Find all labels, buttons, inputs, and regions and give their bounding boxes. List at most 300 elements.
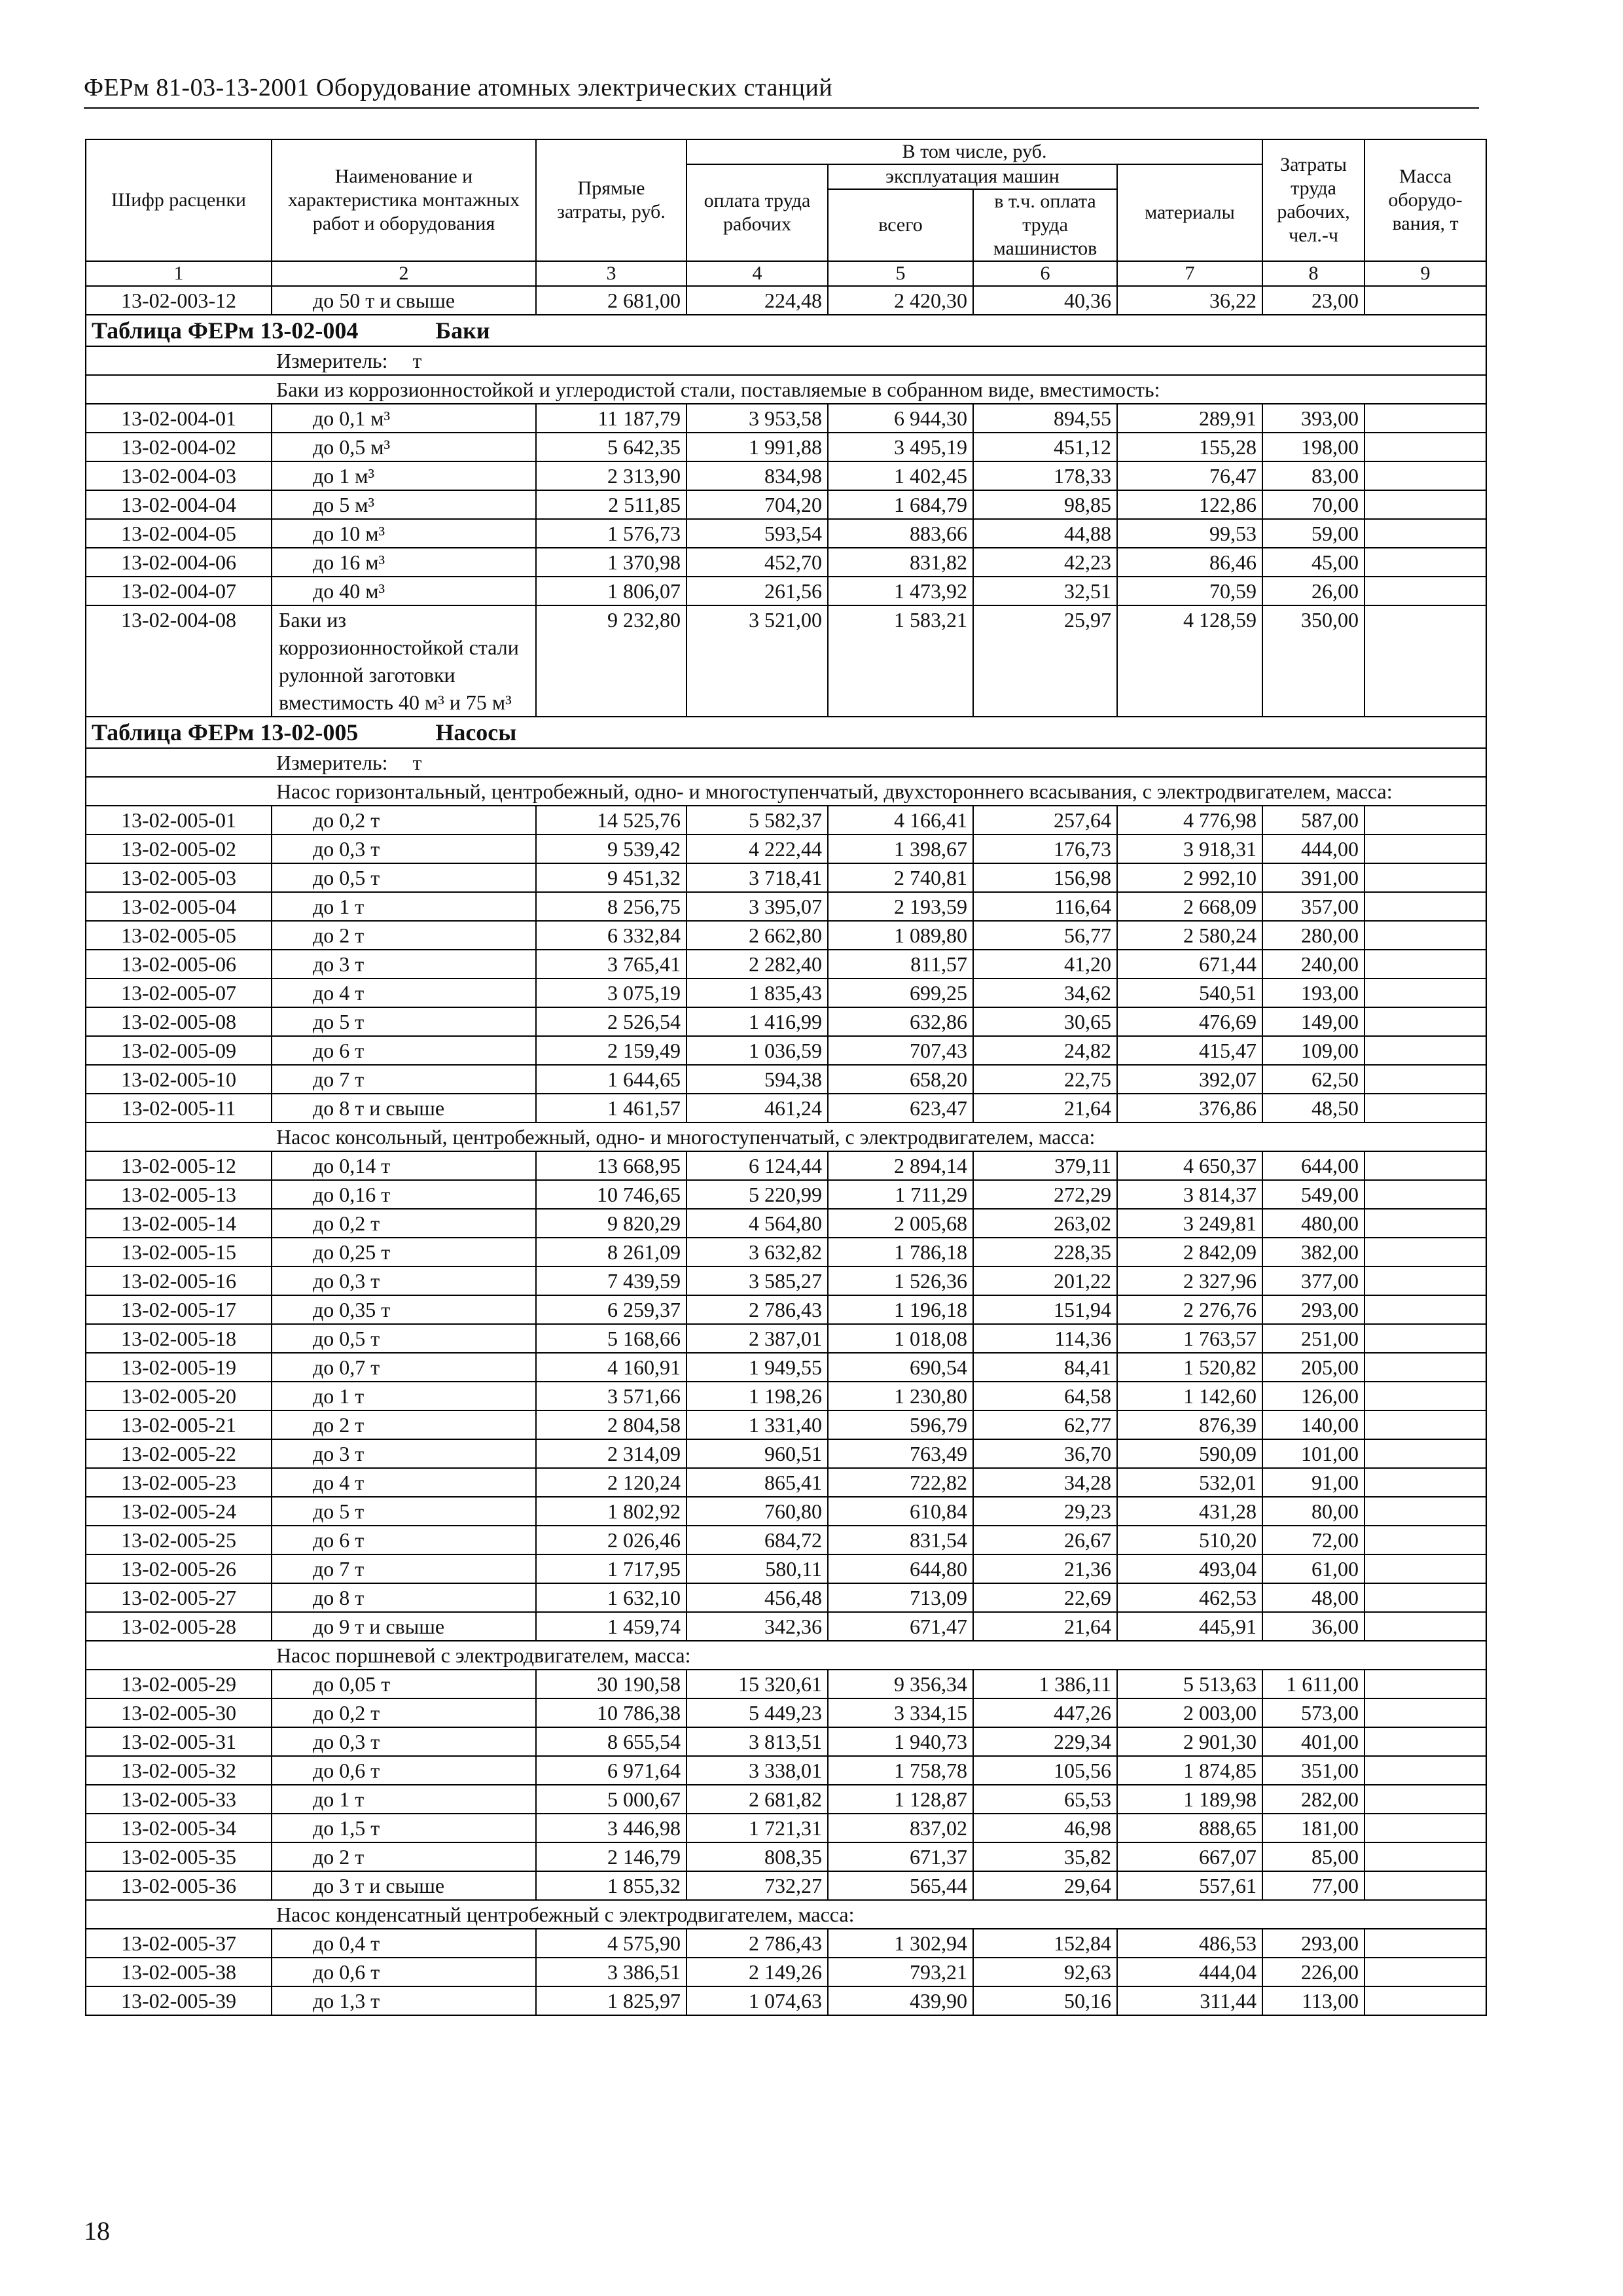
labor-hours: 149,00	[1262, 1007, 1364, 1036]
equipment-mass	[1364, 286, 1486, 315]
direct-cost: 1 459,74	[536, 1612, 687, 1641]
rate-code: 13-02-005-17	[86, 1295, 272, 1324]
direct-cost: 1 855,32	[536, 1871, 687, 1900]
materials-cost: 532,01	[1117, 1468, 1262, 1497]
labor-hours: 205,00	[1262, 1353, 1364, 1382]
labor-cost: 1 074,63	[687, 1986, 828, 2015]
operators-cost: 25,97	[973, 605, 1117, 717]
table-row	[86, 1756, 1486, 1785]
direct-cost: 1 461,57	[536, 1094, 687, 1122]
table-row	[86, 1094, 1486, 1122]
machines-total: 439,90	[828, 1986, 973, 2015]
direct-cost: 3 765,41	[536, 950, 687, 978]
rate-name: до 3 т	[272, 1439, 536, 1468]
labor-cost: 1 198,26	[687, 1382, 828, 1410]
table-row	[86, 892, 1486, 921]
labor-cost: 808,35	[687, 1842, 828, 1871]
labor-cost: 3 395,07	[687, 892, 828, 921]
equipment-mass	[1364, 1382, 1486, 1410]
direct-cost: 3 571,66	[536, 1382, 687, 1410]
equipment-mass	[1364, 950, 1486, 978]
labor-cost: 3 338,01	[687, 1756, 828, 1785]
labor-hours: 644,00	[1262, 1151, 1364, 1180]
table-section-title	[86, 315, 1486, 346]
labor-cost: 1 416,99	[687, 1007, 828, 1036]
operators-cost: 65,53	[973, 1785, 1117, 1814]
subsection-heading	[86, 1900, 1486, 1929]
equipment-mass	[1364, 1497, 1486, 1526]
table-row	[86, 605, 1486, 717]
rate-code: 13-02-004-04	[86, 490, 272, 519]
rate-name: до 7 т	[272, 1554, 536, 1583]
machines-total: 623,47	[828, 1094, 973, 1122]
labor-cost: 6 124,44	[687, 1151, 828, 1180]
table-row	[86, 1958, 1486, 1986]
rate-name: до 3 т и свыше	[272, 1871, 536, 1900]
machines-total: 1 684,79	[828, 490, 973, 519]
rate-name: до 0,1 м³	[272, 404, 536, 433]
machines-total: 1 402,45	[828, 461, 973, 490]
equipment-mass	[1364, 461, 1486, 490]
labor-cost: 224,48	[687, 286, 828, 315]
labor-cost: 261,56	[687, 577, 828, 605]
operators-cost: 229,34	[973, 1727, 1117, 1756]
labor-cost: 580,11	[687, 1554, 828, 1583]
table-row	[86, 1526, 1486, 1554]
direct-cost: 3 446,98	[536, 1814, 687, 1842]
labor-cost: 5 582,37	[687, 806, 828, 834]
machines-total: 6 944,30	[828, 404, 973, 433]
rate-name: до 0,5 т	[272, 1324, 536, 1353]
rate-code: 13-02-005-38	[86, 1958, 272, 1986]
labor-cost: 593,54	[687, 519, 828, 548]
labor-hours: 573,00	[1262, 1698, 1364, 1727]
equipment-mass	[1364, 892, 1486, 921]
direct-cost: 2 026,46	[536, 1526, 687, 1554]
machines-total: 3 495,19	[828, 433, 973, 461]
direct-cost: 2 120,24	[536, 1468, 687, 1497]
machines-total: 763,49	[828, 1439, 973, 1468]
direct-cost: 1 717,95	[536, 1554, 687, 1583]
rate-name: Баки из коррозионностойкой стали рулонной заготовки вместимость 40 м³ и 75 м³	[272, 605, 536, 717]
operators-cost: 84,41	[973, 1353, 1117, 1382]
col-incl-header: В том числе, руб.	[687, 139, 1262, 164]
measure-unit-row	[86, 346, 1486, 375]
labor-cost: 960,51	[687, 1439, 828, 1468]
materials-cost: 4 650,37	[1117, 1151, 1262, 1180]
direct-cost: 8 256,75	[536, 892, 687, 921]
materials-cost: 431,28	[1117, 1497, 1262, 1526]
col-name-header: Наименование и характеристика монтажных работ и оборудования	[272, 139, 536, 261]
machines-total: 1 473,92	[828, 577, 973, 605]
rate-code: 13-02-004-07	[86, 577, 272, 605]
table-section-title	[86, 717, 1486, 748]
labor-cost: 2 662,80	[687, 921, 828, 950]
materials-cost: 671,44	[1117, 950, 1262, 978]
equipment-mass	[1364, 1151, 1486, 1180]
labor-hours: 181,00	[1262, 1814, 1364, 1842]
labor-hours: 282,00	[1262, 1785, 1364, 1814]
machines-total: 565,44	[828, 1871, 973, 1900]
direct-cost: 4 160,91	[536, 1353, 687, 1382]
operators-cost: 114,36	[973, 1324, 1117, 1353]
direct-cost: 2 511,85	[536, 490, 687, 519]
materials-cost: 86,46	[1117, 548, 1262, 577]
table-row	[86, 577, 1486, 605]
rate-code: 13-02-005-07	[86, 978, 272, 1007]
section-title-cell	[86, 717, 1486, 748]
subsection-heading	[86, 375, 1486, 404]
rate-code: 13-02-005-27	[86, 1583, 272, 1612]
rate-name: до 0,6 т	[272, 1756, 536, 1785]
materials-cost: 289,91	[1117, 404, 1262, 433]
rate-name: до 1 т	[272, 892, 536, 921]
table-row	[86, 1612, 1486, 1641]
direct-cost: 6 971,64	[536, 1756, 687, 1785]
table-row	[86, 433, 1486, 461]
materials-cost: 1 763,57	[1117, 1324, 1262, 1353]
rate-code: 13-02-005-19	[86, 1353, 272, 1382]
subsection-heading	[86, 1122, 1486, 1151]
direct-cost: 2 681,00	[536, 286, 687, 315]
rate-code: 13-02-005-33	[86, 1785, 272, 1814]
direct-cost: 1 632,10	[536, 1583, 687, 1612]
rate-name: до 1 т	[272, 1382, 536, 1410]
machines-total: 2 740,81	[828, 863, 973, 892]
rate-code: 13-02-003-12	[86, 286, 272, 315]
rate-code: 13-02-004-02	[86, 433, 272, 461]
equipment-mass	[1364, 1986, 1486, 2015]
materials-cost: 557,61	[1117, 1871, 1262, 1900]
equipment-mass	[1364, 1036, 1486, 1065]
rate-name: до 0,2 т	[272, 1209, 536, 1238]
labor-cost: 2 149,26	[687, 1958, 828, 1986]
machines-total: 707,43	[828, 1036, 973, 1065]
labor-cost: 2 282,40	[687, 950, 828, 978]
labor-hours: 549,00	[1262, 1180, 1364, 1209]
col-hours-header: Затраты труда рабочих, чел.-ч	[1262, 139, 1364, 261]
labor-hours: 26,00	[1262, 577, 1364, 605]
labor-cost: 3 813,51	[687, 1727, 828, 1756]
machines-total: 4 166,41	[828, 806, 973, 834]
labor-cost: 594,38	[687, 1065, 828, 1094]
equipment-mass	[1364, 834, 1486, 863]
rate-code: 13-02-004-03	[86, 461, 272, 490]
table-row	[86, 1382, 1486, 1410]
operators-cost: 22,75	[973, 1065, 1117, 1094]
materials-cost: 5 513,63	[1117, 1670, 1262, 1698]
operators-cost: 50,16	[973, 1986, 1117, 2015]
materials-cost: 510,20	[1117, 1526, 1262, 1554]
operators-cost: 152,84	[973, 1929, 1117, 1958]
machines-total: 2 005,68	[828, 1209, 973, 1238]
rate-name: до 0,4 т	[272, 1929, 536, 1958]
materials-cost: 2 580,24	[1117, 921, 1262, 950]
direct-cost: 8 655,54	[536, 1727, 687, 1756]
rate-code: 13-02-005-25	[86, 1526, 272, 1554]
machines-total: 1 196,18	[828, 1295, 973, 1324]
labor-hours: 23,00	[1262, 286, 1364, 315]
rate-name: до 1 т	[272, 1785, 536, 1814]
rate-code: 13-02-005-16	[86, 1266, 272, 1295]
measure-label: Измеритель:	[276, 751, 388, 774]
machines-total: 1 583,21	[828, 605, 973, 717]
table-row	[86, 490, 1486, 519]
equipment-mass	[1364, 605, 1486, 717]
equipment-mass	[1364, 577, 1486, 605]
materials-cost: 36,22	[1117, 286, 1262, 315]
materials-cost: 99,53	[1117, 519, 1262, 548]
direct-cost: 3 075,19	[536, 978, 687, 1007]
machines-total: 1 526,36	[828, 1266, 973, 1295]
rate-code: 13-02-005-14	[86, 1209, 272, 1238]
page-header: ФЕРм 81-03-13-2001 Оборудование атомных электрических станций	[84, 73, 1479, 109]
section-table-label: Таблица ФЕРм 13-02-005	[92, 719, 359, 745]
table-row	[86, 921, 1486, 950]
rate-name: до 7 т	[272, 1065, 536, 1094]
operators-cost: 105,56	[973, 1756, 1117, 1785]
equipment-mass	[1364, 433, 1486, 461]
labor-hours: 91,00	[1262, 1468, 1364, 1497]
labor-hours: 444,00	[1262, 834, 1364, 863]
operators-cost: 21,64	[973, 1612, 1117, 1641]
equipment-mass	[1364, 1871, 1486, 1900]
materials-cost: 3 814,37	[1117, 1180, 1262, 1209]
materials-cost: 1 874,85	[1117, 1756, 1262, 1785]
materials-cost: 2 842,09	[1117, 1238, 1262, 1266]
machines-total: 837,02	[828, 1814, 973, 1842]
operators-cost: 35,82	[973, 1842, 1117, 1871]
labor-cost: 4 222,44	[687, 834, 828, 863]
table-row	[86, 1007, 1486, 1036]
subsection-heading	[86, 777, 1486, 806]
labor-hours: 77,00	[1262, 1871, 1364, 1900]
labor-hours: 357,00	[1262, 892, 1364, 921]
direct-cost: 30 190,58	[536, 1670, 687, 1698]
operators-cost: 92,63	[973, 1958, 1117, 1986]
labor-hours: 80,00	[1262, 1497, 1364, 1526]
equipment-mass	[1364, 1266, 1486, 1295]
operators-cost: 22,69	[973, 1583, 1117, 1612]
direct-cost: 2 313,90	[536, 461, 687, 490]
labor-cost: 760,80	[687, 1497, 828, 1526]
labor-hours: 377,00	[1262, 1266, 1364, 1295]
measure-label: Измеритель:	[276, 349, 388, 372]
machines-total: 1 711,29	[828, 1180, 973, 1209]
labor-cost: 3 521,00	[687, 605, 828, 717]
col-total-header: всего	[828, 189, 973, 261]
equipment-mass	[1364, 1353, 1486, 1382]
labor-hours: 48,00	[1262, 1583, 1364, 1612]
direct-cost: 7 439,59	[536, 1266, 687, 1295]
measure-unit: т	[412, 349, 422, 372]
labor-cost: 4 564,80	[687, 1209, 828, 1238]
operators-cost: 1 386,11	[973, 1670, 1117, 1698]
labor-cost: 865,41	[687, 1468, 828, 1497]
labor-hours: 61,00	[1262, 1554, 1364, 1583]
labor-hours: 391,00	[1262, 863, 1364, 892]
rate-code: 13-02-005-32	[86, 1756, 272, 1785]
rate-name: до 0,2 т	[272, 806, 536, 834]
rate-name: до 2 т	[272, 1842, 536, 1871]
equipment-mass	[1364, 1065, 1486, 1094]
labor-hours: 59,00	[1262, 519, 1364, 548]
materials-cost: 444,04	[1117, 1958, 1262, 1986]
labor-cost: 3 953,58	[687, 404, 828, 433]
rate-code: 13-02-005-37	[86, 1929, 272, 1958]
direct-cost: 8 261,09	[536, 1238, 687, 1266]
table-row	[86, 1209, 1486, 1238]
machines-total: 9 356,34	[828, 1670, 973, 1698]
machines-total: 690,54	[828, 1353, 973, 1382]
operators-cost: 42,23	[973, 548, 1117, 577]
equipment-mass	[1364, 1727, 1486, 1756]
col-operators-header: в т.ч. оплата труда машинистов	[973, 189, 1117, 261]
operators-cost: 257,64	[973, 806, 1117, 834]
col-direct-header: Прямые затраты, руб.	[536, 139, 687, 261]
equipment-mass	[1364, 1526, 1486, 1554]
labor-hours: 382,00	[1262, 1238, 1364, 1266]
rate-name: до 5 т	[272, 1497, 536, 1526]
labor-hours: 72,00	[1262, 1526, 1364, 1554]
operators-cost: 176,73	[973, 834, 1117, 863]
rate-code: 13-02-005-35	[86, 1842, 272, 1871]
direct-cost: 1 644,65	[536, 1065, 687, 1094]
rates-table	[85, 139, 1487, 2016]
rate-name: до 6 т	[272, 1526, 536, 1554]
rate-code: 13-02-005-06	[86, 950, 272, 978]
machines-total: 2 193,59	[828, 892, 973, 921]
subsection-text: Насос поршневой с электродвигателем, масса:	[86, 1641, 1486, 1670]
labor-hours: 393,00	[1262, 404, 1364, 433]
rate-code: 13-02-005-11	[86, 1094, 272, 1122]
labor-cost: 684,72	[687, 1526, 828, 1554]
machines-total: 632,86	[828, 1007, 973, 1036]
machines-total: 1 302,94	[828, 1929, 973, 1958]
operators-cost: 34,28	[973, 1468, 1117, 1497]
table-row	[86, 806, 1486, 834]
machines-total: 699,25	[828, 978, 973, 1007]
rate-name: до 40 м³	[272, 577, 536, 605]
machines-total: 1 758,78	[828, 1756, 973, 1785]
direct-cost: 9 451,32	[536, 863, 687, 892]
equipment-mass	[1364, 1698, 1486, 1727]
rate-name: до 6 т	[272, 1036, 536, 1065]
equipment-mass	[1364, 1410, 1486, 1439]
labor-hours: 85,00	[1262, 1842, 1364, 1871]
operators-cost: 447,26	[973, 1698, 1117, 1727]
direct-cost: 5 642,35	[536, 433, 687, 461]
labor-hours: 251,00	[1262, 1324, 1364, 1353]
rate-code: 13-02-005-20	[86, 1382, 272, 1410]
direct-cost: 9 539,42	[536, 834, 687, 863]
materials-cost: 486,53	[1117, 1929, 1262, 1958]
labor-cost: 461,24	[687, 1094, 828, 1122]
materials-cost: 476,69	[1117, 1007, 1262, 1036]
rate-code: 13-02-005-29	[86, 1670, 272, 1698]
labor-cost: 1 949,55	[687, 1353, 828, 1382]
operators-cost: 30,65	[973, 1007, 1117, 1036]
labor-hours: 480,00	[1262, 1209, 1364, 1238]
materials-cost: 1 189,98	[1117, 1785, 1262, 1814]
labor-cost: 3 718,41	[687, 863, 828, 892]
operators-cost: 201,22	[973, 1266, 1117, 1295]
equipment-mass	[1364, 1670, 1486, 1698]
equipment-mass	[1364, 1180, 1486, 1209]
machines-total: 883,66	[828, 519, 973, 548]
direct-cost: 2 804,58	[536, 1410, 687, 1439]
operators-cost: 41,20	[973, 950, 1117, 978]
table-row	[86, 1670, 1486, 1698]
rate-code: 13-02-005-22	[86, 1439, 272, 1468]
table-row	[86, 1842, 1486, 1871]
labor-cost: 704,20	[687, 490, 828, 519]
rate-code: 13-02-005-18	[86, 1324, 272, 1353]
section-title-cell	[86, 315, 1486, 346]
table-row	[86, 519, 1486, 548]
materials-cost: 392,07	[1117, 1065, 1262, 1094]
operators-cost: 116,64	[973, 892, 1117, 921]
direct-cost: 6 259,37	[536, 1295, 687, 1324]
rate-code: 13-02-005-04	[86, 892, 272, 921]
rate-name: до 0,5 м³	[272, 433, 536, 461]
subsection-text: Насос горизонтальный, центробежный, одно- и многоступенчатый, двухстороннего всасывания, с электродвигателем, масса:	[86, 777, 1486, 806]
table-row	[86, 1439, 1486, 1468]
direct-cost: 5 168,66	[536, 1324, 687, 1353]
materials-cost: 2 276,76	[1117, 1295, 1262, 1324]
table-body	[86, 286, 1486, 2015]
equipment-mass	[1364, 1007, 1486, 1036]
operators-cost: 62,77	[973, 1410, 1117, 1439]
rate-name: до 0,5 т	[272, 863, 536, 892]
rate-code: 13-02-005-39	[86, 1986, 272, 2015]
labor-cost: 2 786,43	[687, 1295, 828, 1324]
rate-code: 13-02-005-05	[86, 921, 272, 950]
materials-cost: 2 668,09	[1117, 892, 1262, 921]
materials-cost: 3 918,31	[1117, 834, 1262, 863]
operators-cost: 56,77	[973, 921, 1117, 950]
labor-cost: 3 632,82	[687, 1238, 828, 1266]
equipment-mass	[1364, 1929, 1486, 1958]
machines-total: 610,84	[828, 1497, 973, 1526]
rate-name: до 5 м³	[272, 490, 536, 519]
equipment-mass	[1364, 863, 1486, 892]
materials-cost: 1 520,82	[1117, 1353, 1262, 1382]
rate-code: 13-02-005-10	[86, 1065, 272, 1094]
direct-cost: 10 786,38	[536, 1698, 687, 1727]
rate-code: 13-02-005-36	[86, 1871, 272, 1900]
table-row	[86, 1814, 1486, 1842]
table-row	[86, 1238, 1486, 1266]
equipment-mass	[1364, 1094, 1486, 1122]
col-machines-header: эксплуатация машин	[828, 164, 1117, 189]
direct-cost: 1 802,92	[536, 1497, 687, 1526]
labor-cost: 2 786,43	[687, 1929, 828, 1958]
table-row	[86, 1468, 1486, 1497]
materials-cost: 3 249,81	[1117, 1209, 1262, 1238]
operators-cost: 24,82	[973, 1036, 1117, 1065]
equipment-mass	[1364, 1583, 1486, 1612]
direct-cost: 13 668,95	[536, 1151, 687, 1180]
operators-cost: 29,64	[973, 1871, 1117, 1900]
direct-cost: 1 576,73	[536, 519, 687, 548]
operators-cost: 44,88	[973, 519, 1117, 548]
col-mass-header: Масса оборудо-вания, т	[1364, 139, 1486, 261]
materials-cost: 2 992,10	[1117, 863, 1262, 892]
materials-cost: 445,91	[1117, 1612, 1262, 1641]
labor-hours: 48,50	[1262, 1094, 1364, 1122]
labor-hours: 83,00	[1262, 461, 1364, 490]
